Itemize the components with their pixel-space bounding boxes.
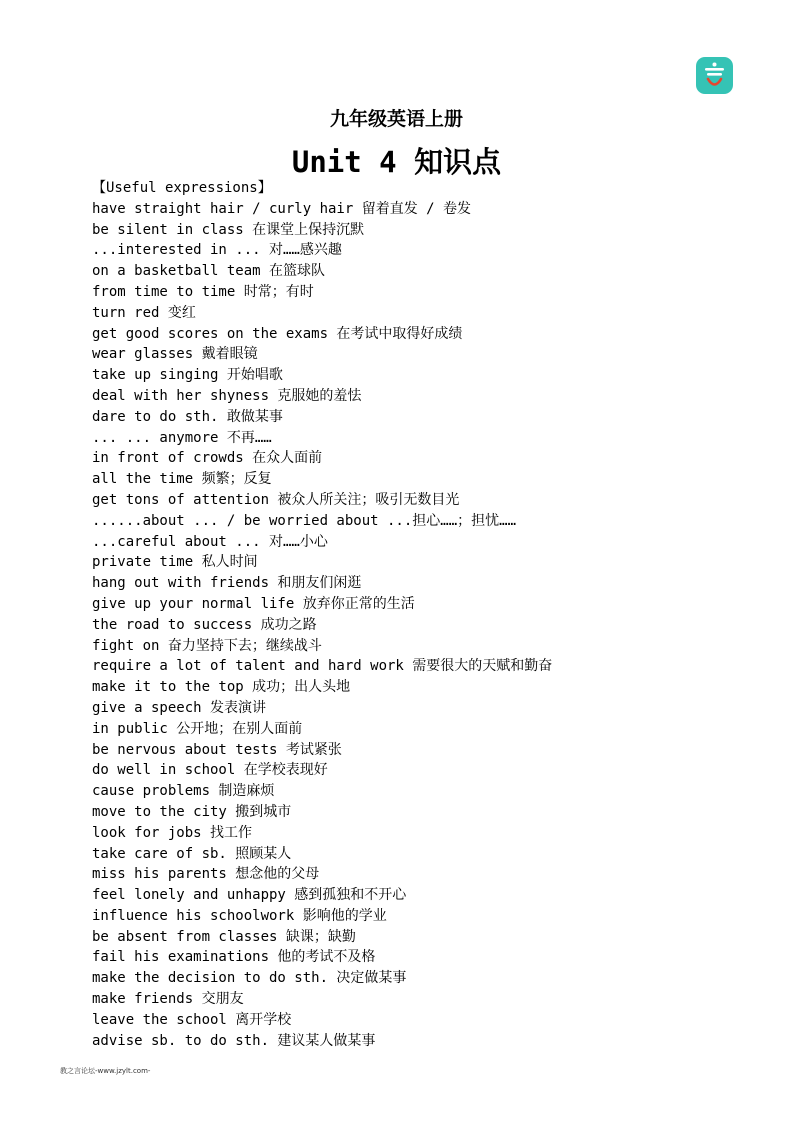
expression-item: on a basketball team 在篮球队: [92, 263, 326, 280]
expression-item: do well in school 在学校表现好: [92, 762, 328, 779]
expression-item: give up your normal life 放弃你正常的生活: [92, 595, 415, 612]
expression-item: look for jobs 找工作: [92, 824, 253, 841]
title-unit: Unit 4: [291, 145, 415, 179]
brand-logo-glyph: [696, 57, 733, 94]
expression-item: be nervous about tests 考试紧张: [92, 741, 342, 758]
brand-logo-icon: [696, 57, 733, 94]
expression-item: private time 私人时间: [92, 554, 258, 571]
expression-item: be absent from classes 缺课；缺勤: [92, 928, 356, 945]
expression-item: make it to the top 成功；出人头地: [92, 679, 351, 696]
expression-item: move to the city 搬到城市: [92, 803, 292, 820]
expression-item: wear glasses 戴着眼镜: [92, 346, 258, 363]
expression-item: take up singing 开始唱歌: [92, 367, 283, 384]
expression-item: make friends 交朋友: [92, 991, 244, 1008]
expressions-list: [92, 178, 732, 1051]
expression-item: be silent in class 在课堂上保持沉默: [92, 221, 365, 238]
document-title: [0, 140, 793, 181]
expression-item: the road to success 成功之路: [92, 616, 317, 633]
expression-item: leave the school 离开学校: [92, 1011, 292, 1028]
expression-item: have straight hair / curly hair 留着直发 / 卷发: [92, 200, 472, 217]
expression-item: all the time 频繁；反复: [92, 471, 272, 488]
title-topic: 知识点: [414, 145, 502, 179]
expression-item: dare to do sth. 敢做某事: [92, 408, 283, 425]
expression-item: influence his schoolwork 影响他的学业: [92, 907, 387, 924]
expression-item: ...careful about ... 对……小心: [92, 533, 328, 550]
expression-item: take care of sb. 照顾某人: [92, 845, 292, 862]
expression-item: feel lonely and unhappy 感到孤独和不开心: [92, 887, 407, 904]
section-heading: 【Useful expressions】: [92, 180, 272, 196]
expression-item: give a speech 发表演讲: [92, 699, 267, 716]
expression-item: cause problems 制造麻烦: [92, 783, 275, 800]
expression-item: make the decision to do sth. 决定做某事: [92, 970, 407, 987]
footer-source: 教之言论坛-www.jzylt.com-: [60, 1067, 151, 1075]
expression-item: hang out with friends 和朋友们闲逛: [92, 575, 362, 592]
expression-item: deal with her shyness 克服她的羞怯: [92, 387, 362, 404]
expression-item: in front of crowds 在众人面前: [92, 450, 323, 467]
expression-item: fight on 奋力坚持下去；继续战斗: [92, 637, 322, 654]
expression-item: ... ... anymore 不再……: [92, 429, 272, 446]
document-subtitle: 九年级英语上册: [329, 108, 463, 130]
expression-item: advise sb. to do sth. 建议某人做某事: [92, 1032, 376, 1049]
expression-item: from time to time 时常；有时: [92, 283, 314, 300]
expression-item: get good scores on the exams 在考试中取得好成绩: [92, 325, 463, 342]
expression-item: turn red 变红: [92, 304, 196, 321]
expression-item: ......about ... / be worried about ...担心……；担忧……: [92, 512, 517, 529]
expression-item: require a lot of talent and hard work 需要很大的天赋和勤奋: [92, 658, 553, 675]
expression-item: get tons of attention 被众人所关注；吸引无数目光: [92, 491, 460, 508]
expression-item: fail his examinations 他的考试不及格: [92, 949, 376, 966]
expression-item: miss his parents 想念他的父母: [92, 866, 320, 883]
expression-item: ...interested in ... 对……感兴趣: [92, 242, 342, 259]
expression-item: in public 公开地；在别人面前: [92, 720, 303, 737]
